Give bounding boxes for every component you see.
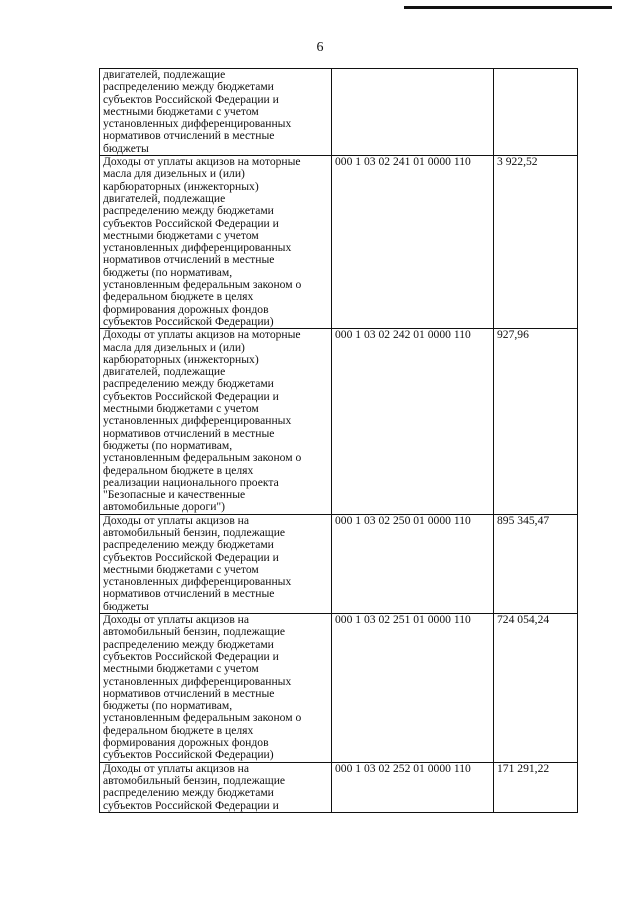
revenue-name-cell	[100, 514, 332, 613]
revenue-name-line: бюджеты (по нормативам,	[103, 438, 233, 452]
revenue-name-line: установленных дифференцированных	[103, 575, 292, 589]
revenue-name-line: субъектов Российской Федерации и	[103, 798, 279, 812]
revenue-name-line: установленным федеральным законом о	[103, 278, 302, 292]
revenue-name-line: субъектов Российской Федерации и	[103, 92, 279, 106]
revenue-name-line: установленных дифференцированных	[103, 241, 292, 255]
revenue-name-line: установленных дифференцированных	[103, 414, 292, 428]
revenue-name-line: нормативов отчислений в местные	[103, 426, 275, 440]
revenue-name-line: двигателей, подлежащие	[103, 68, 226, 81]
revenue-name-line: карбюраторных (инжекторных)	[103, 352, 259, 366]
revenue-name-line: установленных дифференцированных	[103, 674, 292, 688]
revenue-name-line: субъектов Российской Федерации)	[103, 748, 274, 762]
header-rule	[404, 6, 612, 9]
budget-code-cell: 000 1 03 02 241 01 0000 110	[332, 156, 494, 329]
revenue-name-line: субъектов Российской Федерации и	[103, 389, 279, 403]
revenue-name-line: нормативов отчислений в местные	[103, 253, 275, 267]
revenue-name-line: нормативов отчислений в местные	[103, 129, 275, 143]
revenue-name-line: масла для дизельных и (или)	[103, 167, 245, 181]
revenue-name-line: местными бюджетами с учетом	[103, 662, 259, 676]
revenue-name-line: установленных дифференцированных	[103, 117, 292, 131]
revenue-name-line: карбюраторных (инжекторных)	[103, 179, 259, 193]
amount-cell: 724 054,24	[494, 614, 578, 763]
revenue-name-line: субъектов Российской Федерации и	[103, 649, 279, 663]
revenue-name-line: субъектов Российской Федерации и	[103, 550, 279, 564]
revenue-name-line: двигателей, подлежащие	[103, 191, 226, 205]
amount-cell: 927,96	[494, 329, 578, 514]
revenue-name-line: двигателей, подлежащие	[103, 365, 226, 379]
table-row	[100, 329, 578, 514]
revenue-name-line: установленным федеральным законом о	[103, 451, 302, 465]
revenue-name-line: распределению между бюджетами	[103, 637, 274, 651]
budget-code-cell: 000 1 03 02 251 01 0000 110	[332, 614, 494, 763]
revenue-name-line: федеральном бюджете в целях	[103, 723, 254, 737]
revenue-name-line: "Безопасные и качественные	[103, 488, 246, 502]
revenue-name-line: распределению между бюджетами	[103, 204, 274, 218]
budget-code-cell: 000 1 03 02 250 01 0000 110	[332, 514, 494, 613]
revenue-name-line: бюджеты	[103, 599, 149, 613]
revenue-name-cell	[100, 156, 332, 329]
revenue-name-line: масла для дизельных и (или)	[103, 340, 245, 354]
revenue-name-line: бюджеты (по нормативам,	[103, 265, 233, 279]
revenue-name-line: формирования дорожных фондов	[103, 302, 269, 316]
revenue-name-line: Доходы от уплаты акцизов на моторные	[103, 328, 301, 342]
revenue-name-line: автомобильный бензин, подлежащие	[103, 773, 286, 787]
table-row	[100, 156, 578, 329]
revenue-name-line: местными бюджетами с учетом	[103, 562, 259, 576]
revenue-name-line: формирования дорожных фондов	[103, 736, 269, 750]
table-row	[100, 514, 578, 613]
table-row	[100, 69, 578, 156]
revenue-name-line: распределению между бюджетами	[103, 538, 274, 552]
revenue-name-line: федеральном бюджете в целях	[103, 463, 254, 477]
table-row	[100, 614, 578, 763]
amount-cell: 3 922,52	[494, 156, 578, 329]
revenue-name-line: Доходы от уплаты акцизов на	[103, 613, 250, 627]
budget-code-cell	[332, 69, 494, 156]
revenue-name-cell	[100, 762, 332, 812]
revenue-table	[99, 68, 578, 813]
revenue-name-line: распределению между бюджетами	[103, 377, 274, 391]
revenue-name-cell	[100, 69, 332, 156]
table-body	[100, 69, 578, 813]
budget-code-cell: 000 1 03 02 252 01 0000 110	[332, 762, 494, 812]
revenue-name-line: бюджеты (по нормативам,	[103, 699, 233, 713]
revenue-name-line: автомобильный бензин, подлежащие	[103, 525, 286, 539]
revenue-name-line: нормативов отчислений в местные	[103, 686, 275, 700]
page-number: 6	[316, 40, 324, 55]
revenue-name-line: местными бюджетами с учетом	[103, 228, 259, 242]
revenue-name-line: Доходы от уплаты акцизов на	[103, 762, 250, 775]
revenue-name-line: реализации национального проекта	[103, 475, 279, 489]
revenue-name-line: установленным федеральным законом о	[103, 711, 302, 725]
revenue-name-line: нормативов отчислений в местные	[103, 587, 275, 601]
revenue-name-line: распределению между бюджетами	[103, 786, 274, 800]
revenue-name-line: местными бюджетами с учетом	[103, 402, 259, 416]
budget-code-cell: 000 1 03 02 242 01 0000 110	[332, 329, 494, 514]
revenue-name-line: распределению между бюджетами	[103, 80, 274, 94]
amount-cell	[494, 69, 578, 156]
revenue-name-line: автомобильные дороги")	[103, 500, 226, 514]
revenue-name-cell	[100, 329, 332, 514]
revenue-name-line: Доходы от уплаты акцизов на	[103, 514, 250, 527]
revenue-name-cell	[100, 614, 332, 763]
revenue-name-line: местными бюджетами с учетом	[103, 104, 259, 118]
amount-cell: 895 345,47	[494, 514, 578, 613]
revenue-name-line: бюджеты	[103, 141, 149, 155]
table-row	[100, 762, 578, 812]
amount-cell: 171 291,22	[494, 762, 578, 812]
revenue-name-line: субъектов Российской Федерации)	[103, 314, 274, 328]
revenue-name-line: Доходы от уплаты акцизов на моторные	[103, 155, 301, 169]
revenue-name-line: субъектов Российской Федерации и	[103, 216, 279, 230]
revenue-name-line: федеральном бюджете в целях	[103, 290, 254, 304]
revenue-name-line: автомобильный бензин, подлежащие	[103, 625, 286, 639]
